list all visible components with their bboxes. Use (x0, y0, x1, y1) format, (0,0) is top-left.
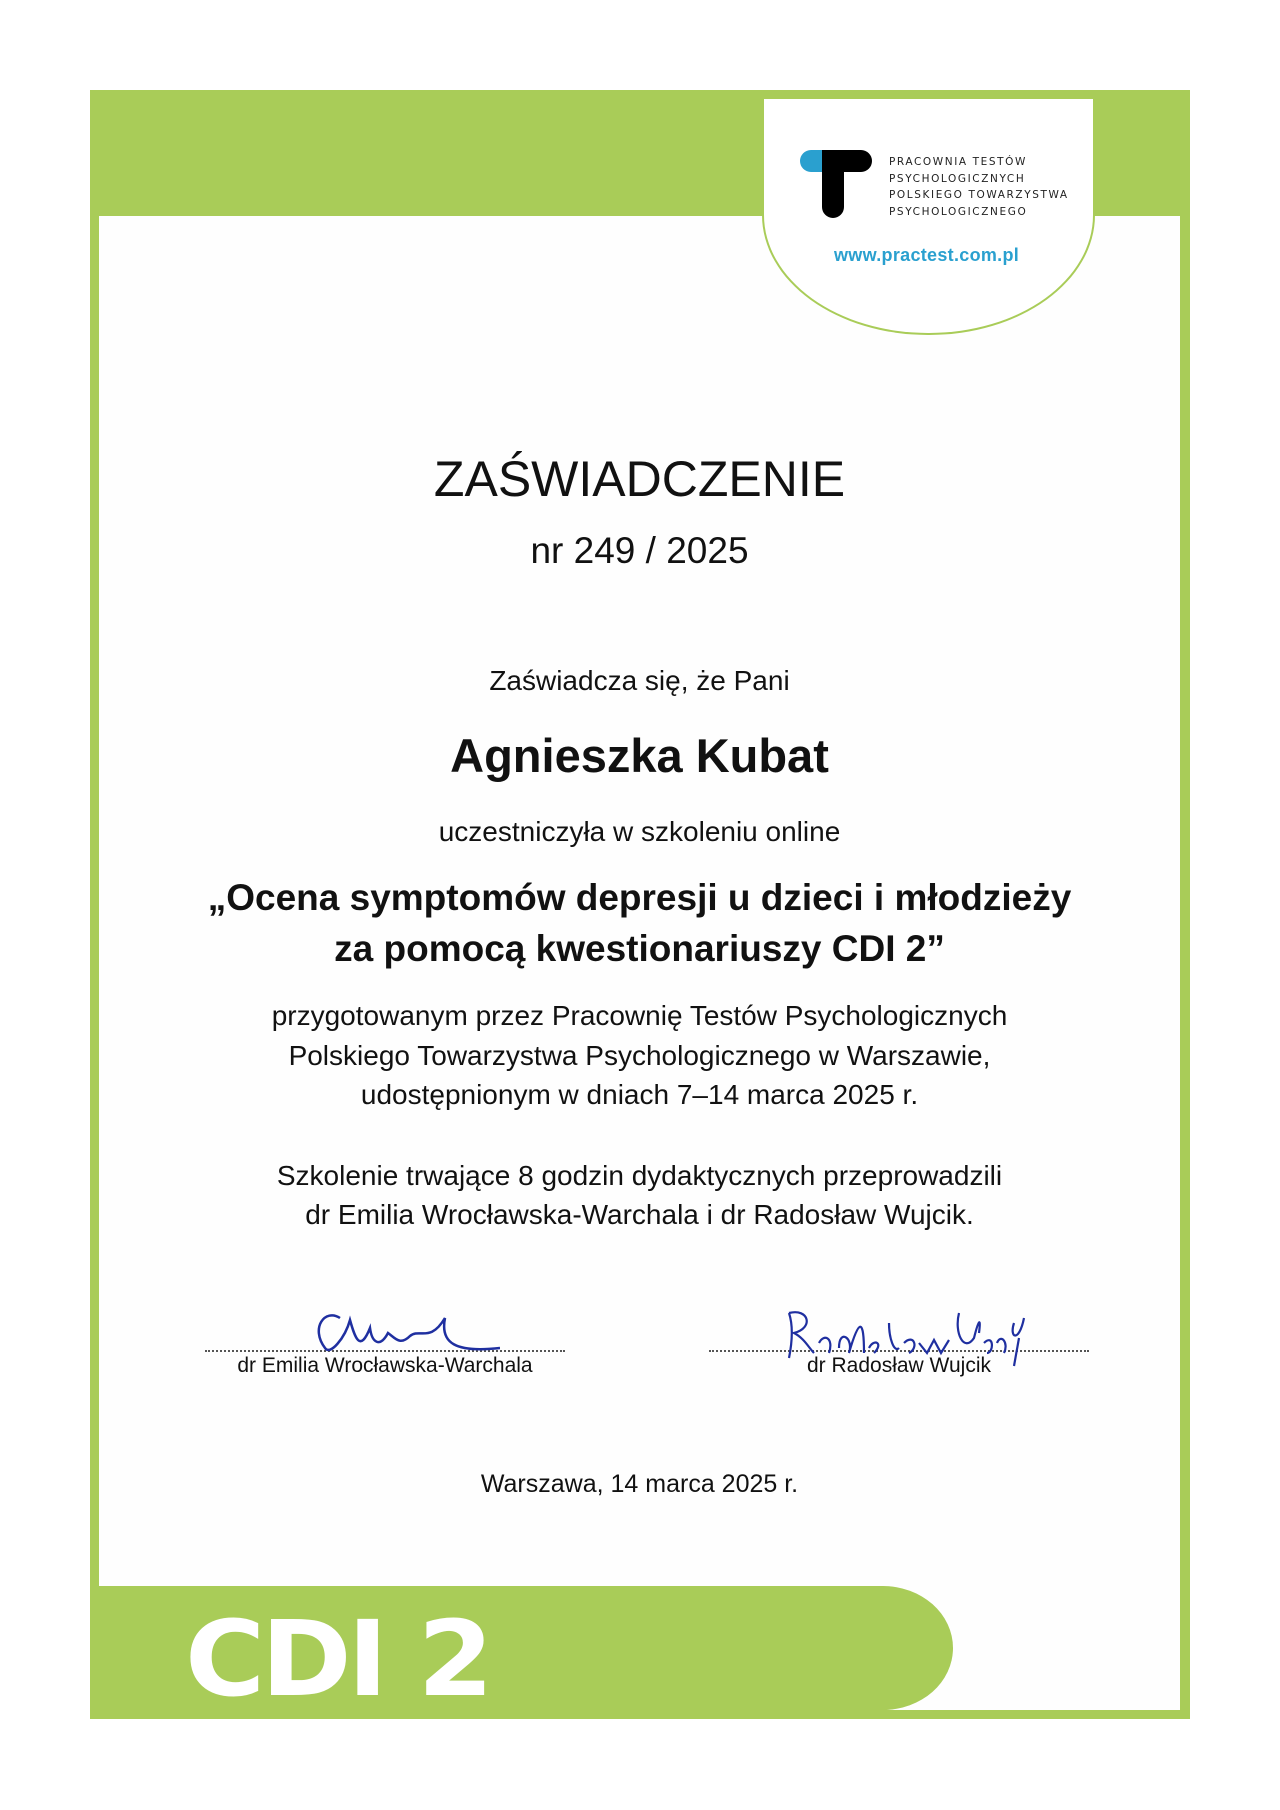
logo-line: POLSKIEGO TOWARZYSTWA (889, 189, 1069, 201)
signature-block-left (205, 1320, 565, 1378)
logo-line: PSYCHOLOGICZNYCH (889, 172, 1026, 185)
cdi2-badge: CDI 2 (185, 1598, 490, 1720)
logo-org-name (889, 154, 1069, 220)
trainers-line: dr Emilia Wrocławska-Warchala i dr Radosław Wujcik. (305, 1199, 974, 1230)
website-link[interactable]: www.practest.com.pl (834, 245, 1020, 265)
signatory-name: dr Radosław Wujcik (806, 1354, 991, 1377)
signature-block-right (709, 1320, 1089, 1378)
course-title-line: za pomocą kwestionariuszy CDI 2” (334, 928, 945, 969)
organizer-line: przygotowanym przez Pracownię Testów Psychologicznych (271, 1000, 1008, 1031)
logo-line: PRACOWNIA TESTÓW (889, 156, 1028, 168)
handwritten-signature (270, 1298, 500, 1368)
intro-text: Zaświadcza się, że Pani (489, 665, 790, 696)
recipient-name: Agnieszka Kubat (450, 729, 829, 782)
practest-logo-icon (800, 150, 872, 218)
participation-text: uczestniczyła w szkoleniu online (438, 816, 841, 847)
course-title-line: „Ocena symptomów depresji u dzieci i młodzieży (207, 877, 1072, 918)
signatory-name: dr Emilia Wrocławska-Warchala (237, 1354, 533, 1377)
place-date: Warszawa, 14 marca 2025 r. (480, 1470, 799, 1498)
trainers-line: Szkolenie trwające 8 godzin dydaktycznych przeprowadzili (276, 1160, 1003, 1191)
certificate-title: ZAŚWIADCZENIE (433, 451, 846, 507)
organizer-line: udostępnionym w dniach 7–14 marca 2025 r. (360, 1079, 919, 1110)
handwritten-signature (769, 1298, 1029, 1368)
logo-line: PSYCHOLOGICZNEGO (889, 205, 1028, 218)
certificate-number: nr 249 / 2025 (530, 530, 749, 571)
organizer-line: Polskiego Towarzystwa Psychologicznego w Warszawie, (288, 1040, 991, 1071)
